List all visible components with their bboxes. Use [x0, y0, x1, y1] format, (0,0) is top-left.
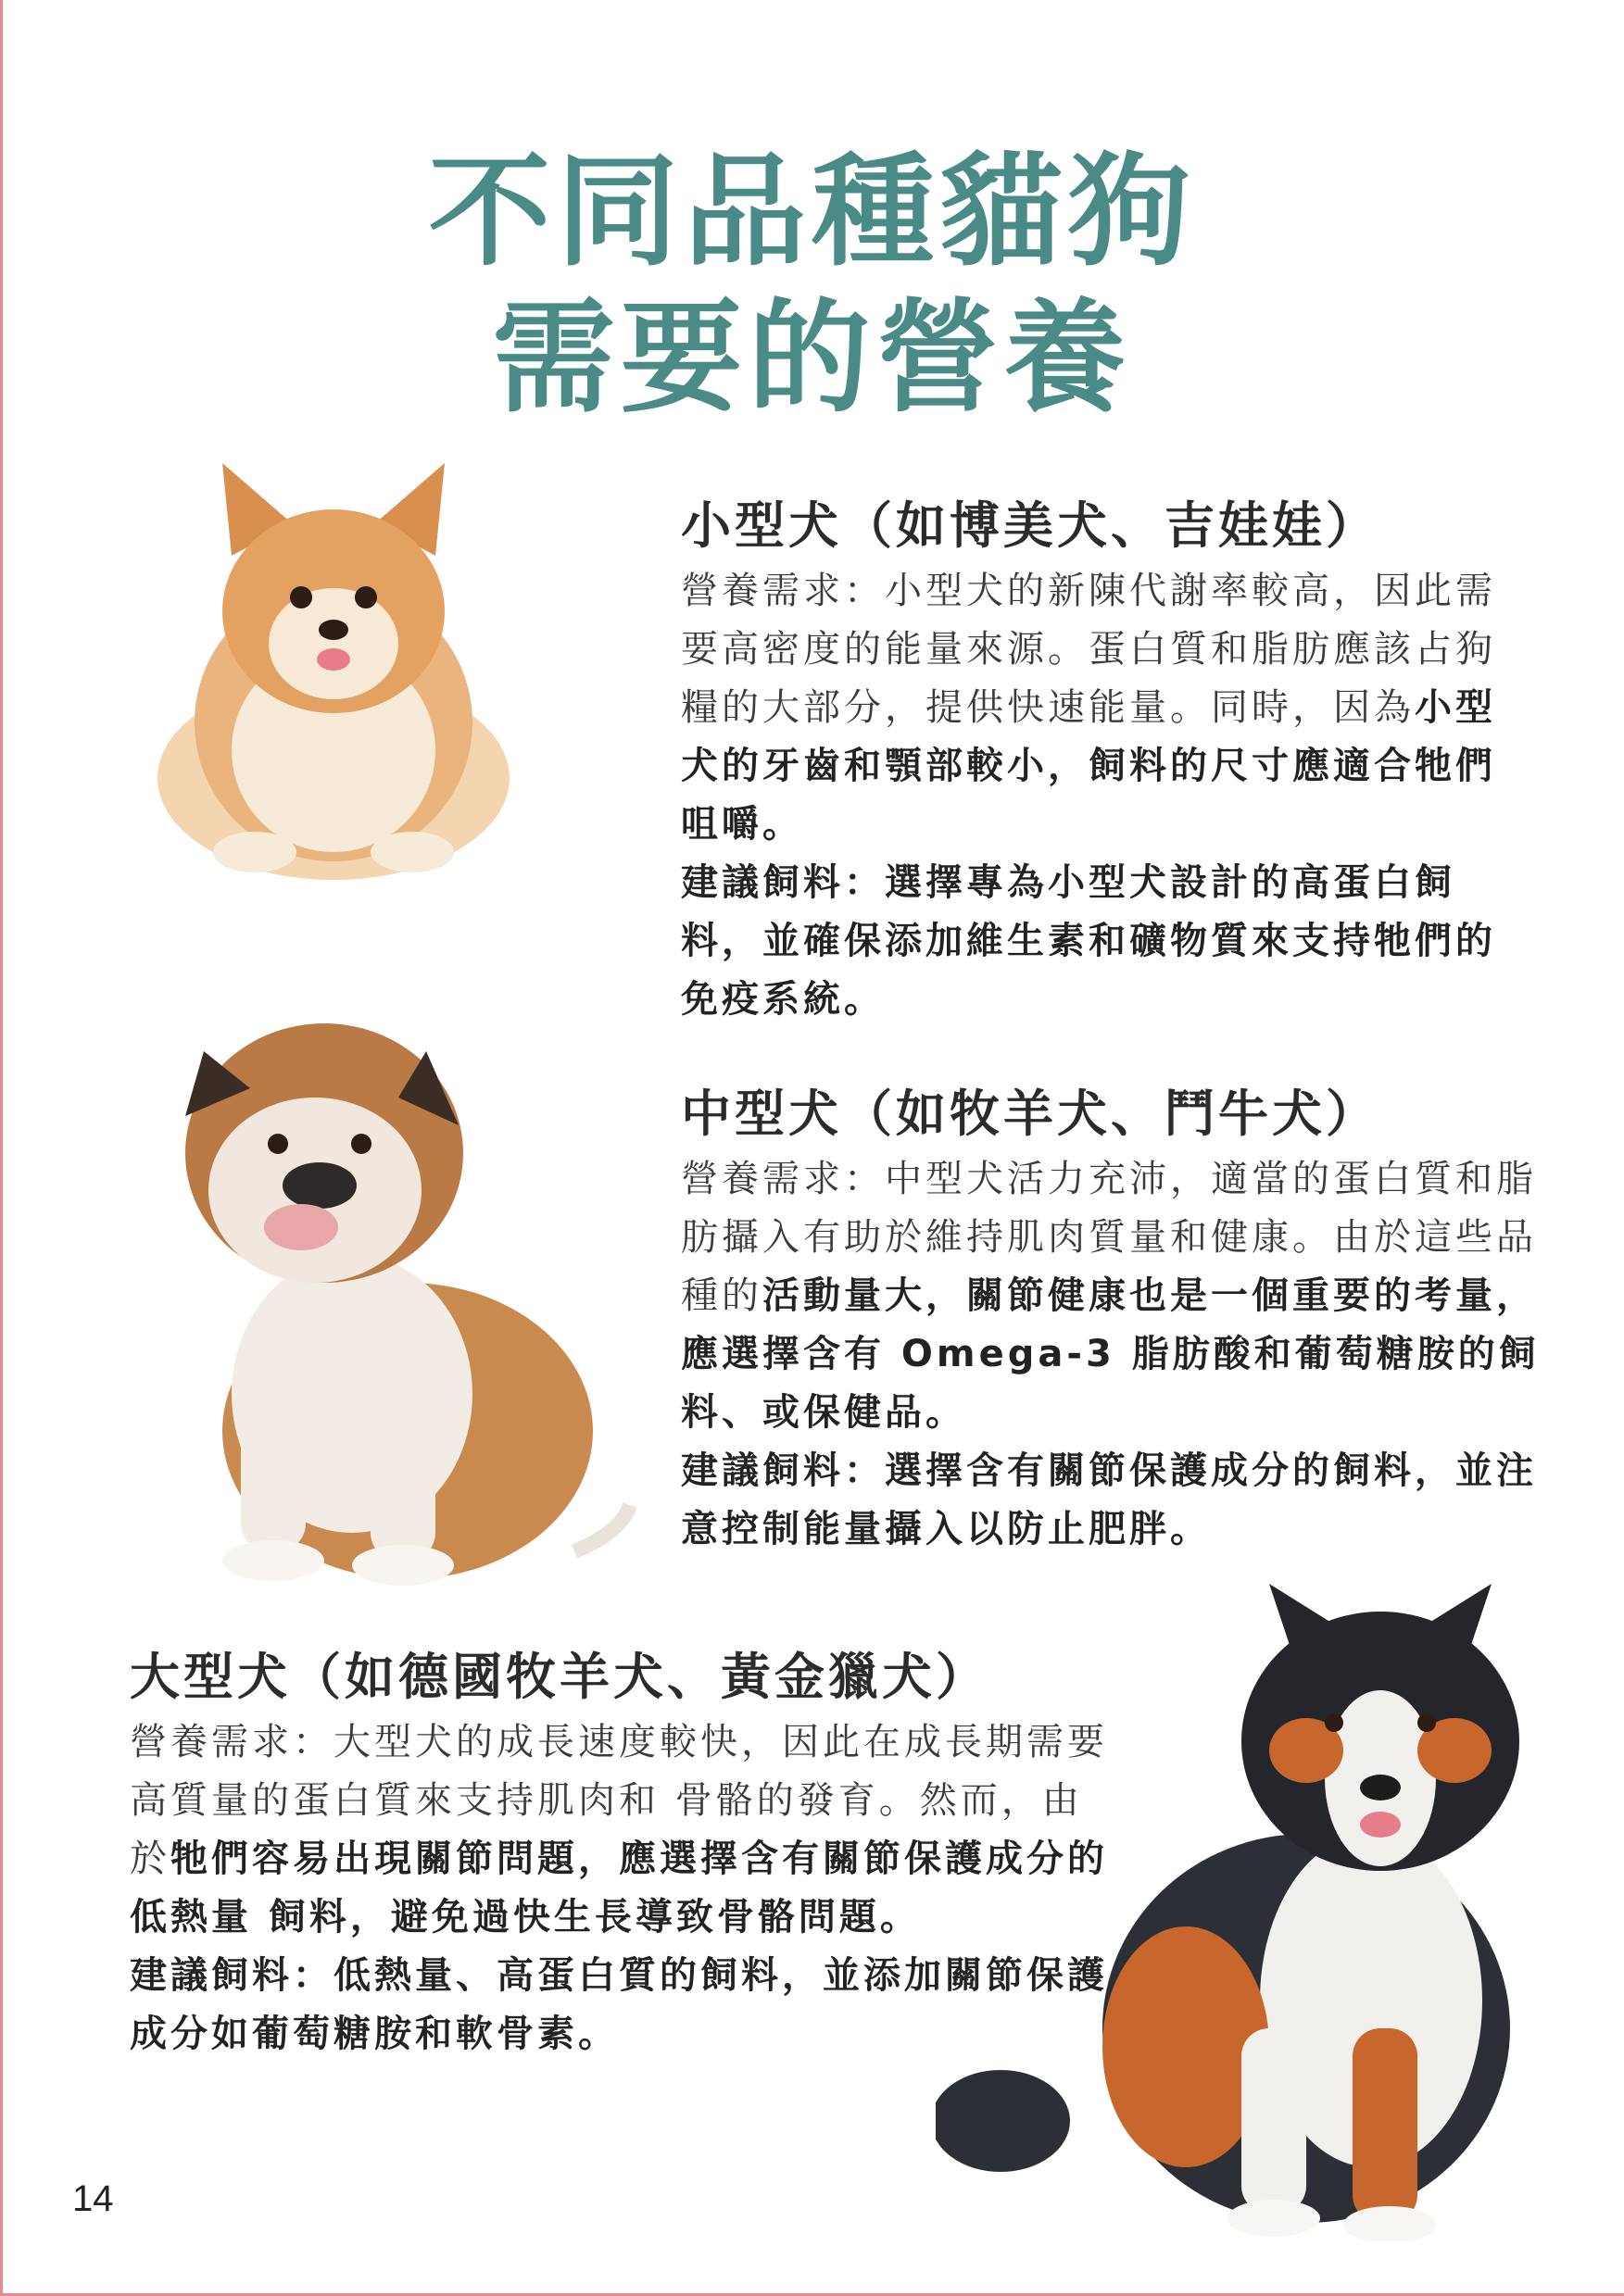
needs-label: 營養需求：	[681, 1158, 885, 1200]
page-title	[0, 139, 1624, 432]
small-dog-section	[681, 496, 1519, 1029]
page-number: 14	[72, 2178, 114, 2219]
bulldog-illustration	[139, 996, 639, 1593]
large-dog-section	[130, 1647, 1112, 2064]
needs-text: 小型犬的新陳代謝率較高，因此需要高密度的能量來源。蛋白質和脂肪應該占狗糧的大部分，提供快速能量。同時，因為	[681, 570, 1496, 729]
medium-dog-needs	[681, 1150, 1561, 1442]
advice-text: 建議飼料：選擇含有關節保護成分的飼料，並注意控制能量攝入以防止肥胖。	[681, 1449, 1537, 1550]
advice-text: 建議飼料：低熱量、高蛋白質的飼料，並添加關節保護成分如葡萄糖胺和軟骨素。	[130, 1954, 1108, 2055]
small-dog-needs	[681, 562, 1519, 854]
needs-emphasis: 活動量大，關節健康也是一個重要的考量，應選擇含有 Omega-3 脂肪酸和葡萄糖胺的飼料、或保健品。	[681, 1274, 1540, 1434]
advice-text: 建議飼料：選擇專為小型犬設計的高蛋白飼料，並確保添加維生素和礦物質來支持牠們的免疫系統。	[681, 861, 1496, 1021]
medium-dog-heading: 中型犬（如牧羊犬、鬥牛犬）	[681, 1085, 1379, 1143]
needs-label: 營養需求：	[681, 570, 885, 612]
needs-emphasis: 小型犬的牙齒和顎部較小，飼料的尺寸應適合牠們咀嚼。	[681, 686, 1496, 846]
large-dog-advice	[130, 1947, 1112, 2064]
large-dog-heading: 大型犬（如德國牧羊犬、黃金獵犬）	[130, 1648, 989, 1706]
medium-dog-advice	[681, 1442, 1561, 1559]
title-line-2: 需要的營養	[492, 286, 1132, 430]
title-line-1: 不同品種貓狗	[428, 140, 1196, 283]
large-dog-needs	[130, 1713, 1112, 1947]
medium-dog-section	[681, 1084, 1561, 1559]
needs-text: 大型犬的成長速度較快，因此在成長期需要高質量的蛋白質來支持肌肉和 骨骼的發育。然而，由於	[130, 1721, 1108, 1880]
pomeranian-illustration	[139, 445, 528, 889]
needs-text: 中型犬活力充沛，適當的蛋白質和脂肪攝入有助於維持肌肉質量和健康。由於這些品種的	[681, 1158, 1537, 1317]
needs-label: 營養需求：	[130, 1721, 334, 1763]
small-dog-heading: 小型犬（如博美犬、吉娃娃）	[681, 496, 1379, 555]
needs-emphasis: 牠們容易出現關節問題，應選擇含有關節保護成分的低熱量 飼料，避免過快生長導致骨骼問題。	[130, 1838, 1108, 1938]
small-dog-advice	[681, 854, 1519, 1029]
